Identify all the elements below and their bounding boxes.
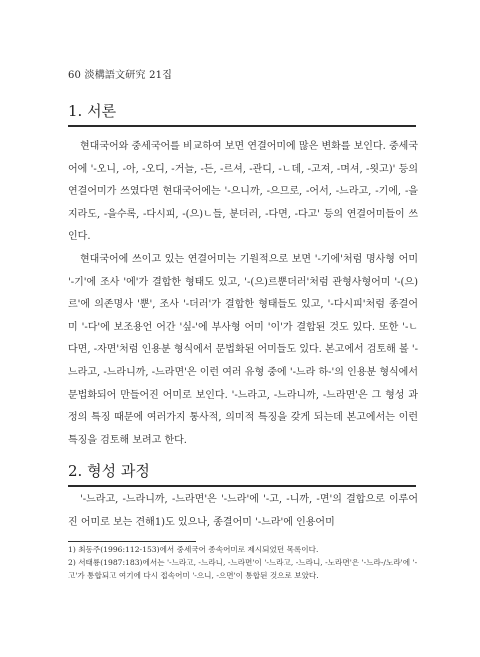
section-heading-underline (68, 485, 416, 487)
body-paragraph: 현대국어에 쓰이고 있는 연결어미는 기원적으로 보면 '-기에'처럼 명사형 어미 '-기'에 조사 '에'가 결합한 형태도 있고, '-(으)르뿐더러'처럼 관형사형어미 '-(으)르'에 의존명사 '뿐', 조사 '-더러'가 결합한 형태들도 있고, '-다시피'처럼 종결어미 '-다'에 보조용언 어간 '싶-'에 부사형 어미 '이'가 결합된 것도 있다. 또한 '-ㄴ다면, -자면'처럼 인용분 형식에서 문법화된 어미들도 있다. 본고에서 검토해 볼 '-느라고, -느라니까, -느라면'은 이런 여러 유형 중에 '-느라 하-'의 인용분 형식에서 문법화되어 만들어진 어미로 보인다. '-느라고, -느라니까, -느라면'은 그 형성 과정의 특징 때문에 여러가지 통사적, 의미적 특징을 갖게 되는데 본고에서는 이런 특징을 검토해 보려고 한다. (68, 253, 418, 446)
section-heading-underline (68, 125, 416, 127)
introduction-body (68, 136, 418, 452)
body-paragraph: '-느라고, -느라니까, -느라면'은 '-느라'에 '-고, -니까, -면'의 결합으로 이루어진 어미로 보는 견해1)도 있으나, 종결어미 '-느라'에 인용어미 (68, 494, 418, 528)
formation-body (68, 489, 418, 534)
footnote: 1) 최동주(1996:112-153)에서 중세국어 종속어미로 제시되었던 목록이다. (68, 545, 319, 554)
section-heading-introduction: 1. 서론 (68, 102, 117, 120)
body-paragraph: 현대국어와 중세국어를 비교하여 보면 연결어미에 많은 변화를 보인다. 중세국어에 '-오니, -아, -오디, -거늘, -든, -르셔, -관디, -ㄴ데, -고져, -며셔, -읫고)' 등의 연결어미가 쓰였다면 현대국어에는 '-으니까, -으므로, -어서, -느라고, -기에, -을지라도, -을수록, -다시피, -(으)ㄴ들, 분더러, -다면, -다고' 등의 연결어미들이 쓰인다. (68, 141, 418, 243)
running-header: 60 淡構語文研究 21집 (68, 70, 173, 81)
footnote-separator (68, 541, 196, 542)
footnote: 2) 서태룡(1987:183)에서는 '-느라고, -느라니, -느라면'이 '-느라고, -느라니, -노라면'은 '-느라-/노라'에 '-고'가 통합되고 여기에 다시 접속어미 '-으니, -으면'이 통합된 것으로 보았다. (68, 558, 418, 580)
footnotes (68, 543, 418, 582)
section-heading-formation: 2. 형성 과정 (68, 462, 150, 480)
